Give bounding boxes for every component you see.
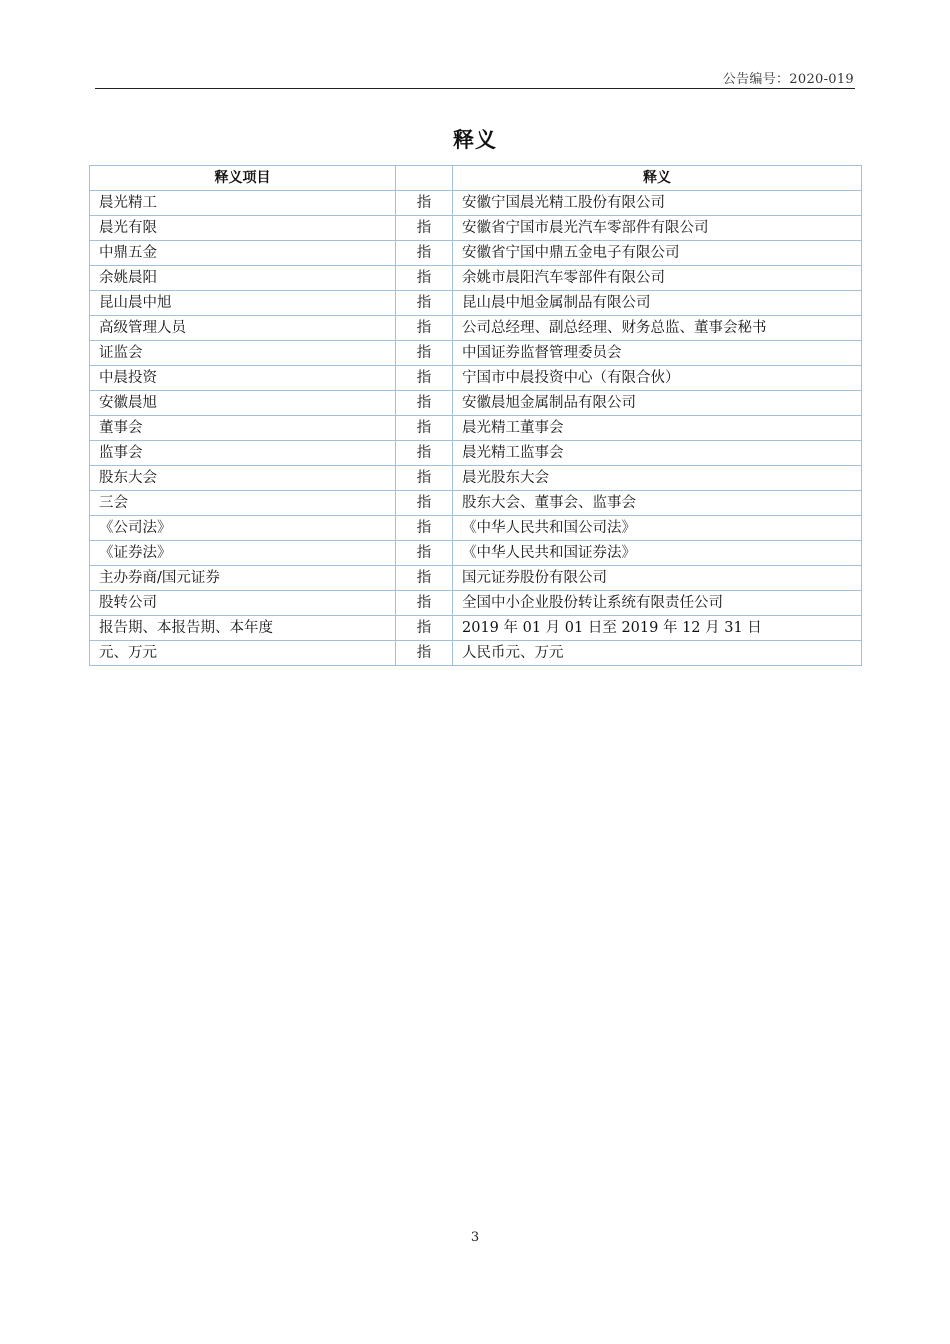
connector-cell: 指 [396, 216, 453, 241]
term-cell: 安徽晨旭 [90, 391, 396, 416]
table-row [90, 366, 862, 391]
connector-cell: 指 [396, 616, 453, 641]
definition-cell: 晨光股东大会 [453, 466, 862, 491]
connector-cell: 指 [396, 366, 453, 391]
connector-cell: 指 [396, 416, 453, 441]
definition-cell: 人民币元、万元 [453, 641, 862, 666]
term-cell: 股东大会 [90, 466, 396, 491]
connector-cell: 指 [396, 491, 453, 516]
table-row [90, 341, 862, 366]
connector-cell: 指 [396, 541, 453, 566]
definition-cell: 安徽晨旭金属制品有限公司 [453, 391, 862, 416]
announcement-number: 公告编号：2020-019 [722, 72, 854, 87]
column-header-term: 释义项目 [90, 166, 396, 191]
connector-cell: 指 [396, 591, 453, 616]
table-header-row [90, 166, 862, 191]
definitions-table [89, 165, 862, 666]
connector-cell: 指 [396, 191, 453, 216]
table-row [90, 191, 862, 216]
connector-cell: 指 [396, 641, 453, 666]
connector-cell: 指 [396, 441, 453, 466]
table-row [90, 316, 862, 341]
connector-cell: 指 [396, 391, 453, 416]
definition-cell: 《中华人民共和国公司法》 [453, 516, 862, 541]
term-cell: 中鼎五金 [90, 241, 396, 266]
table-row [90, 491, 862, 516]
term-cell: 中晨投资 [90, 366, 396, 391]
table-row [90, 241, 862, 266]
connector-cell: 指 [396, 316, 453, 341]
term-cell: 股转公司 [90, 591, 396, 616]
table-row [90, 266, 862, 291]
table-row [90, 416, 862, 441]
definition-cell: 公司总经理、副总经理、财务总监、董事会秘书 [453, 316, 862, 341]
term-cell: 《公司法》 [90, 516, 396, 541]
table-row [90, 441, 862, 466]
term-cell: 主办券商/国元证券 [90, 566, 396, 591]
definition-cell: 安徽省宁国中鼎五金电子有限公司 [453, 241, 862, 266]
definition-cell: 国元证券股份有限公司 [453, 566, 862, 591]
term-cell: 证监会 [90, 341, 396, 366]
table-row [90, 216, 862, 241]
term-cell: 高级管理人员 [90, 316, 396, 341]
connector-cell: 指 [396, 566, 453, 591]
definition-cell: 股东大会、董事会、监事会 [453, 491, 862, 516]
term-cell: 余姚晨阳 [90, 266, 396, 291]
connector-cell: 指 [396, 466, 453, 491]
term-cell: 昆山晨中旭 [90, 291, 396, 316]
table-row [90, 641, 862, 666]
term-cell: 元、万元 [90, 641, 396, 666]
term-cell: 报告期、本报告期、本年度 [90, 616, 396, 641]
table-row [90, 541, 862, 566]
term-cell: 《证券法》 [90, 541, 396, 566]
table-row [90, 466, 862, 491]
definition-cell: 余姚市晨阳汽车零部件有限公司 [453, 266, 862, 291]
term-cell: 三会 [90, 491, 396, 516]
definition-cell: 晨光精工董事会 [453, 416, 862, 441]
connector-cell: 指 [396, 516, 453, 541]
table-row [90, 591, 862, 616]
connector-cell: 指 [396, 241, 453, 266]
table-row [90, 291, 862, 316]
table-row [90, 566, 862, 591]
header-divider [95, 88, 855, 89]
definition-cell: 昆山晨中旭金属制品有限公司 [453, 291, 862, 316]
term-cell: 晨光精工 [90, 191, 396, 216]
definition-cell: 2019 年 01 月 01 日至 2019 年 12 月 31 日 [453, 616, 862, 641]
table-row [90, 516, 862, 541]
definition-cell: 安徽省宁国市晨光汽车零部件有限公司 [453, 216, 862, 241]
column-header-connector [396, 166, 453, 191]
term-cell: 监事会 [90, 441, 396, 466]
connector-cell: 指 [396, 341, 453, 366]
connector-cell: 指 [396, 266, 453, 291]
term-cell: 晨光有限 [90, 216, 396, 241]
page-number: 3 [470, 1230, 480, 1245]
term-cell: 董事会 [90, 416, 396, 441]
column-header-definition: 释义 [453, 166, 862, 191]
definition-cell: 安徽宁国晨光精工股份有限公司 [453, 191, 862, 216]
definition-cell: 中国证券监督管理委员会 [453, 341, 862, 366]
table-row [90, 391, 862, 416]
definition-cell: 宁国市中晨投资中心（有限合伙） [453, 366, 862, 391]
definition-cell: 全国中小企业股份转让系统有限责任公司 [453, 591, 862, 616]
definition-cell: 晨光精工监事会 [453, 441, 862, 466]
table-row [90, 616, 862, 641]
page-title: 释义 [453, 128, 497, 152]
definition-cell: 《中华人民共和国证券法》 [453, 541, 862, 566]
connector-cell: 指 [396, 291, 453, 316]
definitions-table-body [90, 191, 862, 666]
